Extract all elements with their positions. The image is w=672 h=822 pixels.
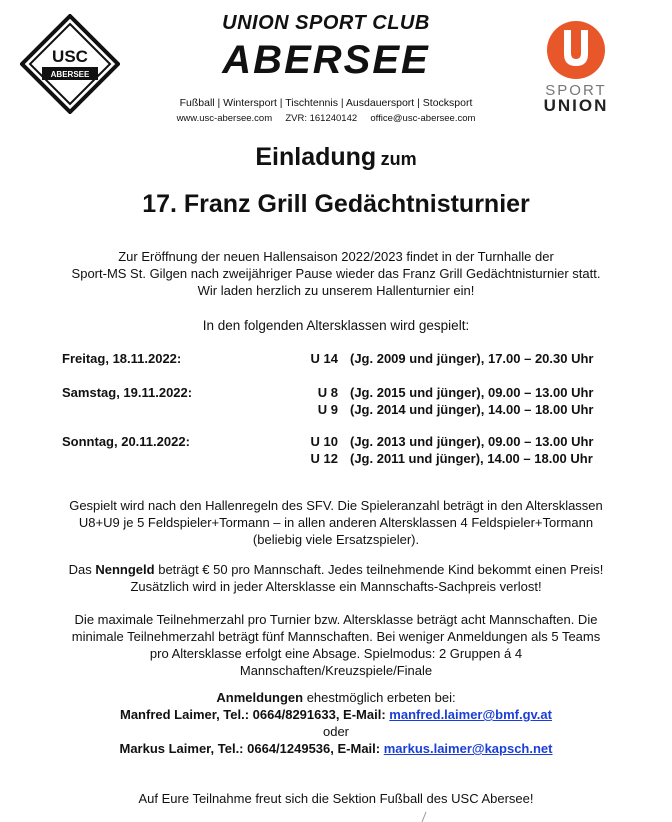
fee-line: Zusätzlich wird in jeder Altersklasse ein Mannschafts-Sachpreis verlost! (130, 579, 542, 594)
schedule-age-class: U 8 (317, 385, 338, 400)
schedule-details: (Jg. 2011 und jünger), 14.00 – 18.00 Uhr (350, 451, 593, 466)
tournament-title: 17. Franz Grill Gedächtnisturnier (142, 190, 530, 218)
contact-markus (0, 740, 672, 757)
usc-abersee-logo (20, 14, 120, 114)
fee-text: beträgt € 50 pro Mannschaft. Jedes teilnehmende Kind bekommt einen Preis! (158, 562, 604, 577)
schedule-day: Freitag, 18.11.2022: (62, 351, 182, 366)
contact-manfred-text: Manfred Laimer, Tel.: 0664/8291633, E-Mail: (120, 707, 386, 722)
rules-line: (beliebig viele Ersatzspieler). (252, 532, 420, 547)
registration-block (0, 689, 672, 757)
participants-line: Mannschaften/Kreuzspiele/Finale (239, 663, 433, 678)
club-contact (140, 113, 512, 124)
registration-heading (0, 689, 672, 706)
sportunion-logo-icon (534, 16, 618, 80)
usc-logo-text: USC (52, 47, 88, 66)
title-einladung: Einladung (255, 143, 377, 171)
intro-line: Zur Eröffnung der neuen Hallensaison 2022/2023 findet in der Turnhalle der (118, 249, 554, 264)
rules-line: Gespielt wird nach den Hallenregeln des SFV. Die Spieleranzahl beträgt in den Altersklassen (69, 498, 603, 513)
email-link-markus[interactable]: markus.laimer@kapsch.net (383, 741, 553, 756)
closing-line: Auf Eure Teilnahme freut sich die Sektion Fußball des USC Abersee! (138, 791, 534, 806)
club-email[interactable]: office@usc-abersee.com (370, 113, 476, 124)
email-link-manfred[interactable]: manfred.laimer@bmf.gv.at (389, 707, 552, 722)
fee-paragraph (30, 561, 642, 595)
title-zum: zum (380, 149, 417, 169)
sportunion-text2: UNION (543, 96, 609, 115)
fee-line (30, 561, 642, 578)
signature-mark (404, 808, 444, 822)
schedule-day: Sonntag, 20.11.2022: (62, 434, 190, 449)
title-invitation (0, 143, 672, 172)
schedule-details: (Jg. 2014 und jünger), 14.00 – 18.00 Uhr (350, 402, 594, 417)
rules-paragraph (40, 497, 632, 548)
schedule-details: (Jg. 2009 und jünger), 17.00 – 20.30 Uhr (350, 351, 594, 366)
schedule-details: (Jg. 2015 und jünger), 09.00 – 13.00 Uhr (350, 385, 594, 400)
registration-text: ehestmöglich erbeten bei: (306, 690, 456, 705)
schedule-age-class: U 9 (317, 402, 338, 417)
fee-prefix: Das (68, 562, 92, 577)
contact-markus-text: Markus Laimer, Tel.: 0664/1249536, E-Mail: (119, 741, 381, 756)
participants-line: Die maximale Teilnehmerzahl pro Turnier bzw. Altersklasse beträgt acht Mannschaften. Die (74, 612, 598, 627)
fee-label: Nenngeld (95, 562, 155, 577)
club-website[interactable]: www.usc-abersee.com (176, 113, 273, 124)
registration-or: oder (322, 724, 350, 739)
participants-paragraph (40, 611, 632, 679)
schedule-age-class: U 10 (310, 434, 338, 449)
schedule-day: Samstag, 19.11.2022: (62, 385, 193, 400)
club-name-line2: ABERSEE (222, 38, 430, 82)
club-name-line1: UNION SPORT CLUB (222, 12, 430, 34)
participants-line: minimale Teilnehmerzahl beträgt fünf Mannschaften. Bei weniger Anmeldungen als 5 Teams (71, 629, 601, 644)
usc-logo-subtext: ABERSEE (50, 70, 90, 79)
registration-label: Anmeldungen (216, 690, 304, 705)
club-sports: Fußball | Wintersport | Tischtennis | Ausdauersport | Stocksport (179, 97, 473, 109)
schedule-age-class: U 12 (310, 451, 338, 466)
intro-paragraph (40, 248, 632, 299)
age-classes-intro: In den folgenden Altersklassen wird gespielt: (202, 318, 470, 333)
schedule-age-class: U 14 (310, 351, 338, 366)
contact-manfred (0, 706, 672, 723)
participants-line: pro Altersklasse erfolgt eine Absage. Spielmodus: 2 Gruppen á 4 (149, 646, 523, 661)
club-zvr: ZVR: 161240142 (285, 113, 358, 124)
intro-line: Wir laden herzlich zu unserem Hallenturnier ein! (197, 283, 475, 298)
intro-line: Sport-MS St. Gilgen nach zweijähriger Pause wieder das Franz Grill Gedächtnisturnier statt. (71, 266, 601, 281)
sportunion-text1: SPORT (545, 82, 607, 99)
rules-line: U8+U9 je 5 Feldspieler+Tormann – in allen anderen Altersklassen 4 Feldspieler+Tormann (78, 515, 594, 530)
schedule-details: (Jg. 2013 und jünger), 09.00 – 13.00 Uhr (350, 434, 594, 449)
